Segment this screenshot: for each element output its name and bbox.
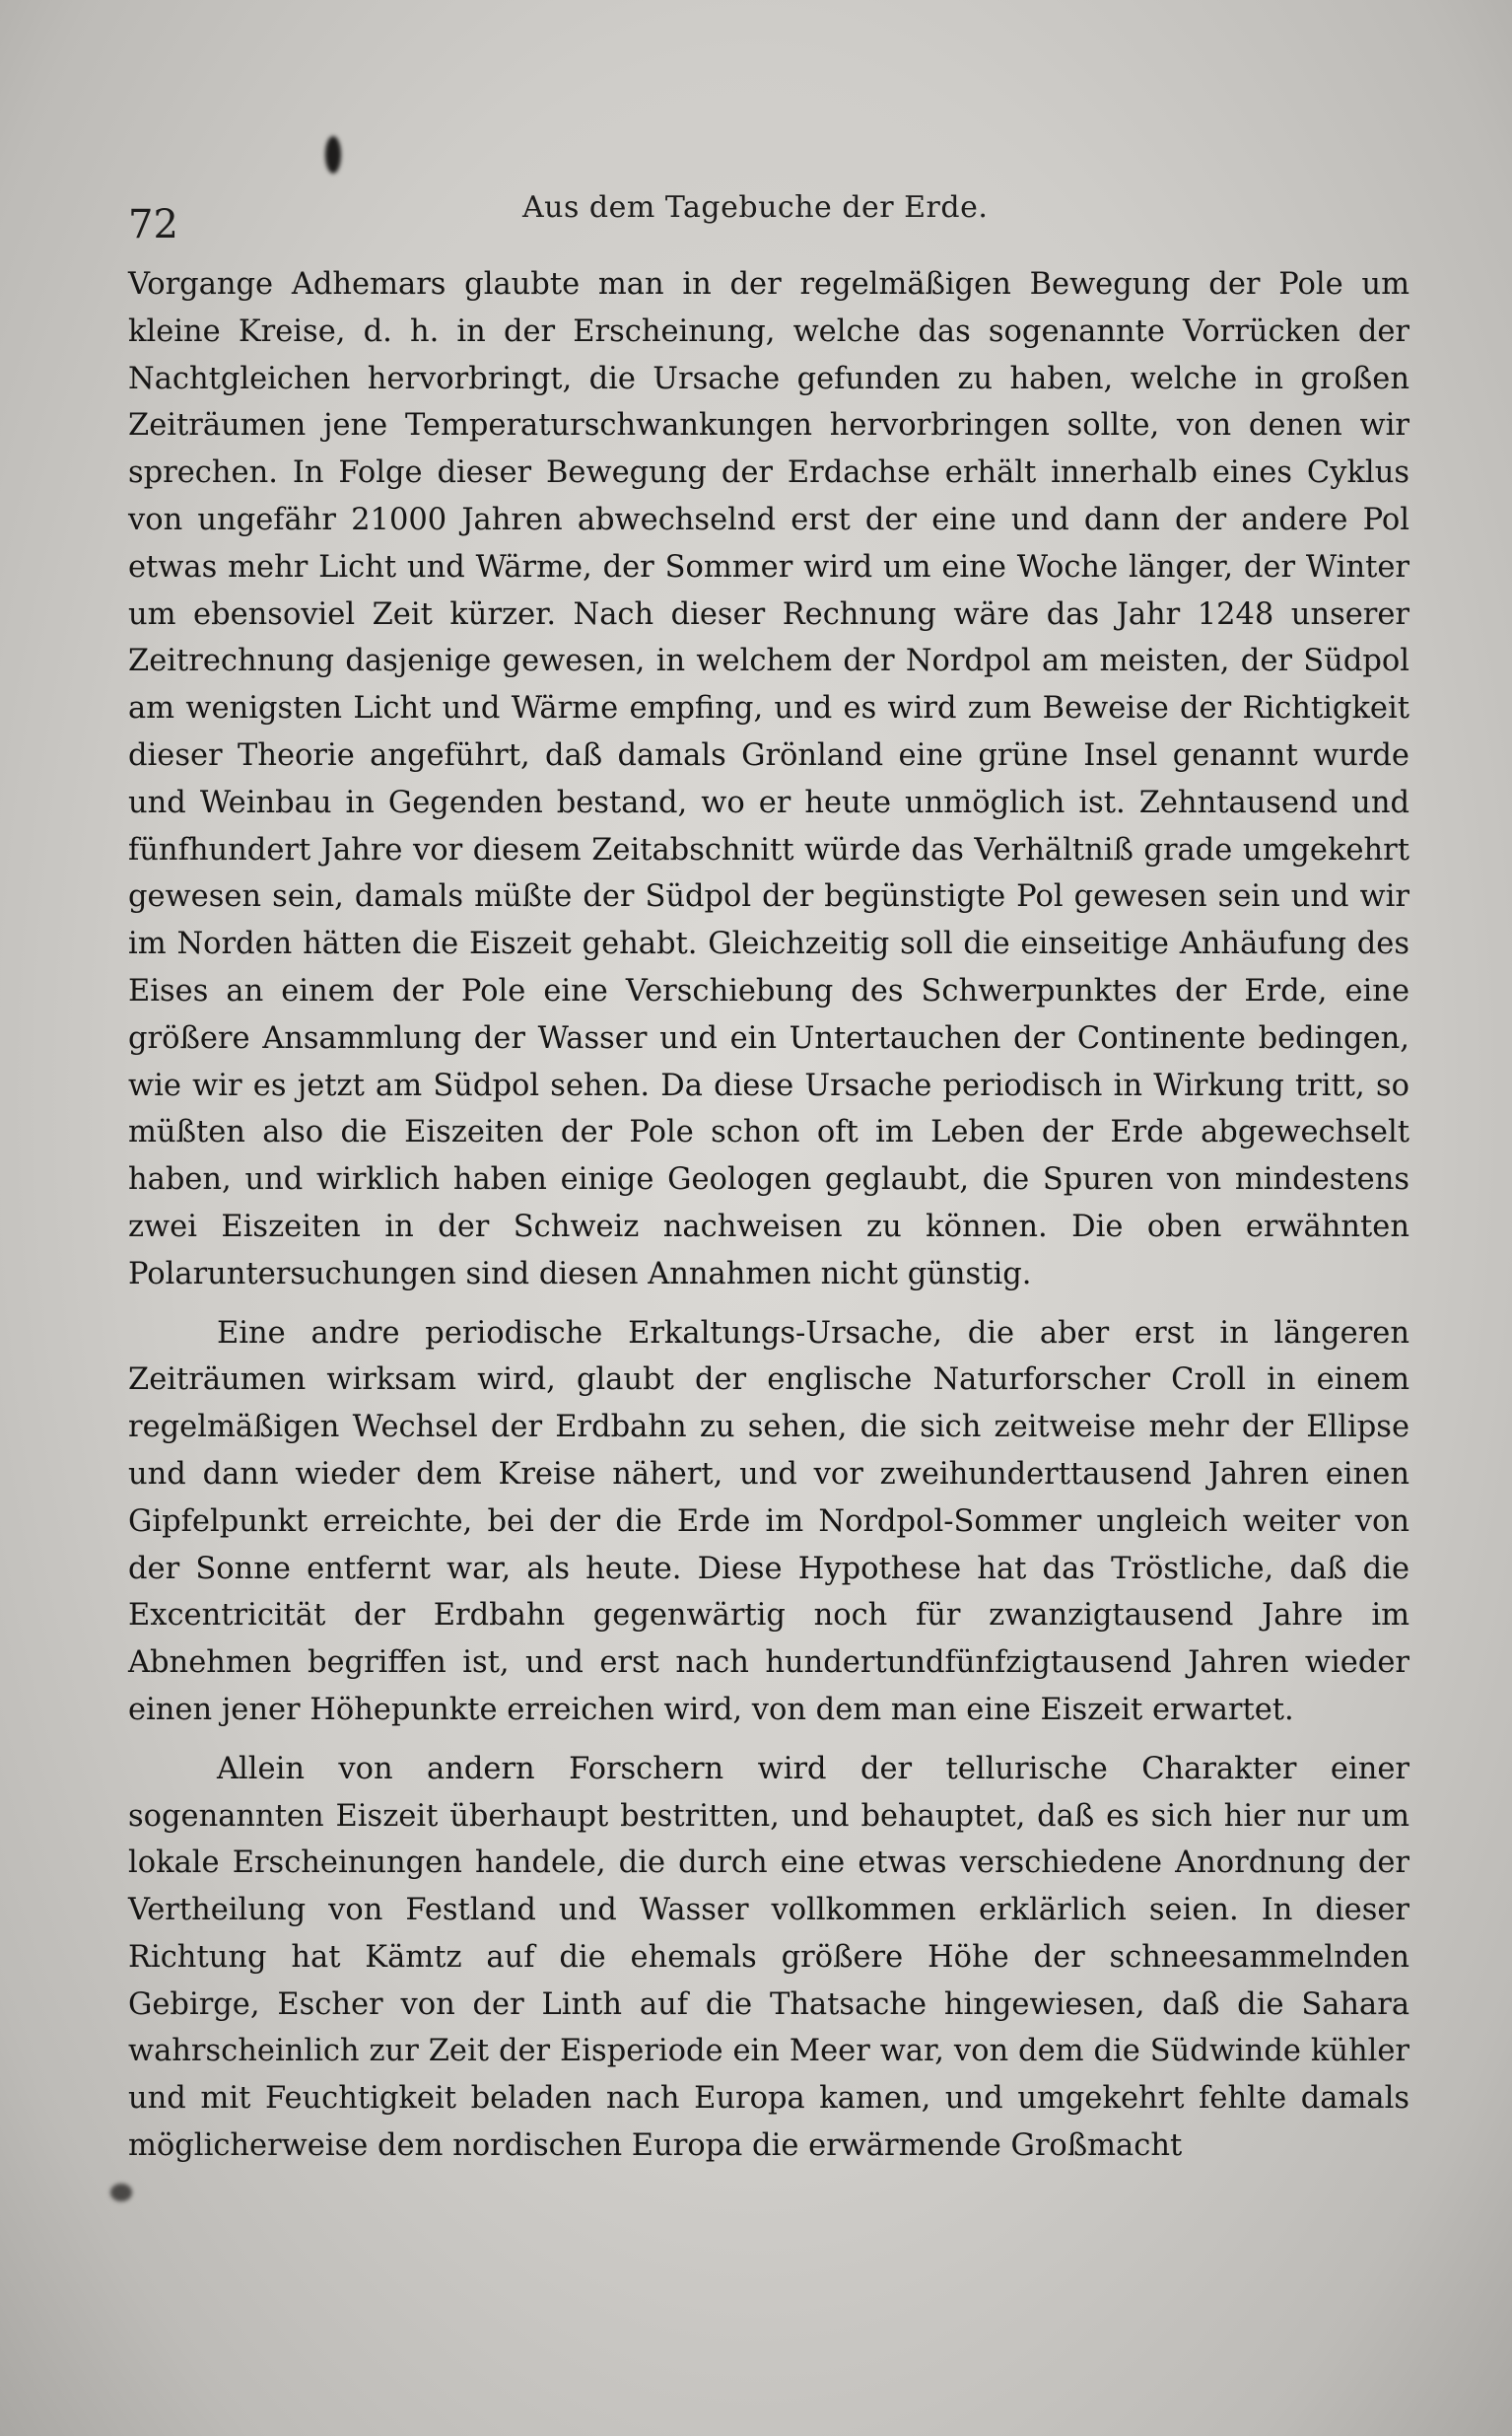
page-number: 72 [128, 202, 178, 247]
body-text [128, 261, 1409, 2182]
paragraph-2: Eine andre periodische Erkaltungs-Ursache, die aber erst in längeren Zeiträumen wirksam wird, glaubt der englische Naturforscher Croll in einem regelmäßigen Wechsel der Erdbahn zu sehen, die sich zeitweise mehr der Ellipse und dann wieder dem Kreise nähert, und vor zweihunderttausend Jahren einen Gipfelpunkt erreichte, bei der die Erde im Nordpol-Sommer ungleich weiter von der Sonne entfernt war, als heute. Diese Hypothese hat das Tröstliche, daß die Excentricität der Erdbahn gegenwärtig noch für zwanzigtausend Jahre im Abnehmen begriffen ist, und erst nach hundertundfünfzigtausend Jahren wieder einen jener Höhepunkte erreichen wird, von dem man eine Eiszeit erwartet. [128, 1315, 1409, 1727]
page-header [128, 182, 1409, 251]
paragraph-1: Vorgange Adhemars glaubte man in der regelmäßigen Bewegung der Pole um kleine Kreise, d. h. in der Erscheinung, welche das sogenannte Vorrücken der Nachtgleichen hervorbringt, die Ursache gefunden zu haben, welche in großen Zeiträumen jene Temperaturschwankungen hervorbringen sollte, von denen wir sprechen. In Folge dieser Bewegung der Erdachse erhält innerhalb eines Cyklus von ungefähr 21000 Jahren abwechselnd erst der eine und dann der andere Pol etwas mehr Licht und Wärme, der Sommer wird um eine Woche länger, der Winter um ebensoviel Zeit kürzer. Nach dieser Rechnung wäre das Jahr 1248 unserer Zeitrechnung dasjenige gewesen, in welchem der Nordpol am meisten, der Südpol am wenigsten Licht und Wärme empfing, und es wird zum Beweise der Richtigkeit dieser Theorie angeführt, daß damals Grönland eine grüne Insel genannt wurde und Weinbau in Gegenden bestand, wo er heute unmöglich ist. Zehntausend und fünfhundert Jahre vor diesem Zeitabschnitt würde das Verhältniß grade umgekehrt gewesen sein, damals müßte der Südpol der begünstigte Pol gewesen sein und wir im Norden hätten die Eiszeit gehabt. Gleichzeitig soll die einseitige Anhäufung des Eises an einem der Pole eine Verschiebung des Schwerpunktes der Erde, eine größere Ansammlung der Wasser und ein Untertauchen der Continente bedingen, wie wir es jetzt am Südpol sehen. Da diese Ursache periodisch in Wirkung tritt, so müßten also die Eiszeiten der Pole schon oft im Leben der Erde abgewechselt haben, und wirklich haben einige Geologen geglaubt, die Spuren von mindestens zwei Eiszeiten in der Schweiz nachweisen zu können. Die oben erwähnten Polaruntersuchungen sind diesen Annahmen nicht günstig. [128, 267, 1409, 1291]
running-title: Aus dem Tagebuche der Erde. [522, 190, 989, 225]
ink-blot-top [325, 136, 341, 174]
paragraph-3: Allein von andern Forschern wird der tellurische Charakter einer sogenannten Eiszeit überhaupt bestritten, und behauptet, daß es sich hier nur um lokale Erscheinungen handele, die durch eine etwas verschiedene Anordnung der Vertheilung von Festland und Wasser vollkommen erklärlich seien. In dieser Richtung hat Kämtz auf die ehemals größere Höhe der schneesammelnden Gebirge, Escher von der Linth auf die Thatsache hingewiesen, daß die Sahara wahrscheinlich zur Zeit der Eisperiode ein Meer war, von dem die Südwinde kühler und mit Feuchtigkeit beladen nach Europa kamen, und umgekehrt fehlte damals möglicherweise dem nordischen Europa die erwärmende Großmacht [128, 1751, 1409, 2164]
ink-blot-left [110, 2184, 132, 2201]
